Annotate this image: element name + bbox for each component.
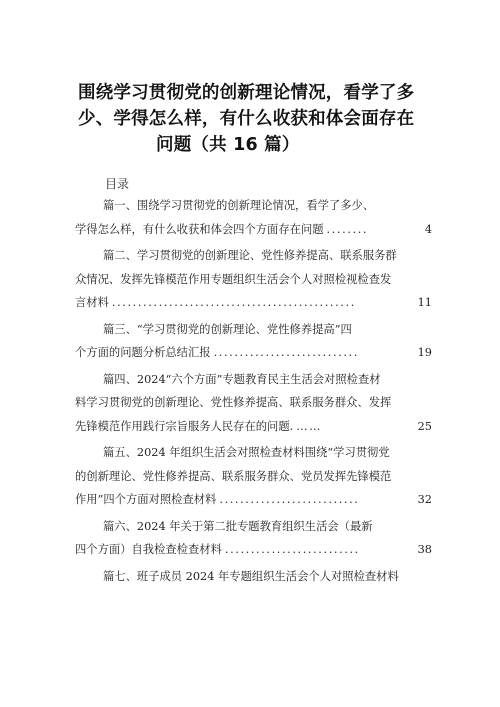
toc-entry-text: 言材料 xyxy=(75,296,109,309)
title-line-1: 围绕学习贯彻党的创新理论情况，看学了多 xyxy=(78,83,415,103)
toc-entry-line xyxy=(75,268,432,292)
toc-entry-text: 个方面的问题分析总结汇报 xyxy=(75,346,211,359)
toc-entry-text: 先锋模范作用践行宗旨服务人民存在的问题. xyxy=(75,419,294,433)
toc-entry-line xyxy=(75,244,432,268)
toc-entry-text: 篇四、2024“六个方面”专题教育民主生活会对照检查材 xyxy=(103,372,381,386)
title-line-3: 问题（共 16 篇） xyxy=(156,135,300,155)
toc-entry-text: 篇五、2024 年组织生活会对照检查材料围绕“学习贯彻党 xyxy=(103,446,390,459)
toc-entry[interactable] xyxy=(75,368,432,439)
document-title xyxy=(78,80,428,158)
toc-page-number: 32 xyxy=(417,493,432,506)
toc-entry-text: 众情况、发挥先锋模范作用专题组织生活会个人对照检视检查发 xyxy=(75,272,392,286)
toc-entry-line xyxy=(75,515,432,539)
toc-entry-line xyxy=(75,194,432,218)
toc-entry-line xyxy=(75,341,432,365)
toc-entry-text: 篇二、学习贯彻党的创新理论、党性修养提高、联系服务群 xyxy=(103,249,397,262)
toc-entry[interactable] xyxy=(75,318,432,365)
toc-leader-dots: .......................... xyxy=(224,543,360,556)
toc-entry-line xyxy=(75,441,432,465)
toc-page-number: 4 xyxy=(424,222,432,236)
table-of-contents xyxy=(75,194,432,588)
title-line-2: 少、学得怎么样，有什么收获和体会面存在 xyxy=(78,109,415,129)
toc-entry-text: 篇六、2024 年关于第二批专题教育组织生活会（最新 xyxy=(103,519,373,533)
toc-entry-line xyxy=(75,488,432,512)
toc-leader-dots: ............................................... xyxy=(111,296,356,309)
toc-heading: 目录 xyxy=(105,177,130,191)
toc-entry[interactable] xyxy=(75,515,432,562)
toc-entry-line xyxy=(75,565,432,589)
toc-entry[interactable] xyxy=(75,244,432,315)
toc-entry[interactable] xyxy=(75,194,432,241)
toc-leader-dots: …… xyxy=(296,419,323,433)
toc-page-number: 19 xyxy=(417,346,432,359)
toc-entry-text: 四个方面）自我检查检查材料 xyxy=(75,543,222,556)
toc-leader-dots: ........ xyxy=(326,222,369,236)
toc-entry-line xyxy=(75,318,432,342)
toc-entry-text: 学得怎么样，有什么收获和体会四个方面存在问题 xyxy=(75,222,324,236)
toc-entry-line xyxy=(75,391,432,415)
toc-entry[interactable] xyxy=(75,441,432,512)
toc-entry-text: 篇一、围绕学习贯彻党的创新理论情况，看学了多少、 xyxy=(103,199,375,212)
toc-entry-line xyxy=(75,291,432,315)
toc-entry-text: 料学习贯彻党的创新理论、党性修养提高、联系服务群众、发挥 xyxy=(75,396,392,409)
toc-entry-text: 篇七、班子成员 2024 年专题组织生活会个人对照检查材料 xyxy=(103,569,399,583)
toc-page-number: 11 xyxy=(417,296,432,309)
toc-entry-text: 作用”四个方面对照检查材料 xyxy=(75,493,217,506)
toc-leader-dots: ............................ xyxy=(213,346,359,359)
toc-entry[interactable] xyxy=(75,565,432,589)
toc-entry-text: 篇三、“学习贯彻党的创新理论、党性修养提高”四 xyxy=(103,322,352,336)
toc-page-number: 25 xyxy=(417,419,432,433)
toc-entry-line xyxy=(75,465,432,489)
toc-entry-line xyxy=(75,368,432,392)
toc-entry-line xyxy=(75,538,432,562)
toc-leader-dots: ........................... xyxy=(219,493,360,506)
toc-entry-line xyxy=(75,415,432,439)
toc-page-number: 38 xyxy=(417,543,432,556)
toc-entry-text: 的创新理论、党性修养提高、联系服务群众、党员发挥先锋模范 xyxy=(75,469,392,483)
toc-entry-line xyxy=(75,218,432,242)
